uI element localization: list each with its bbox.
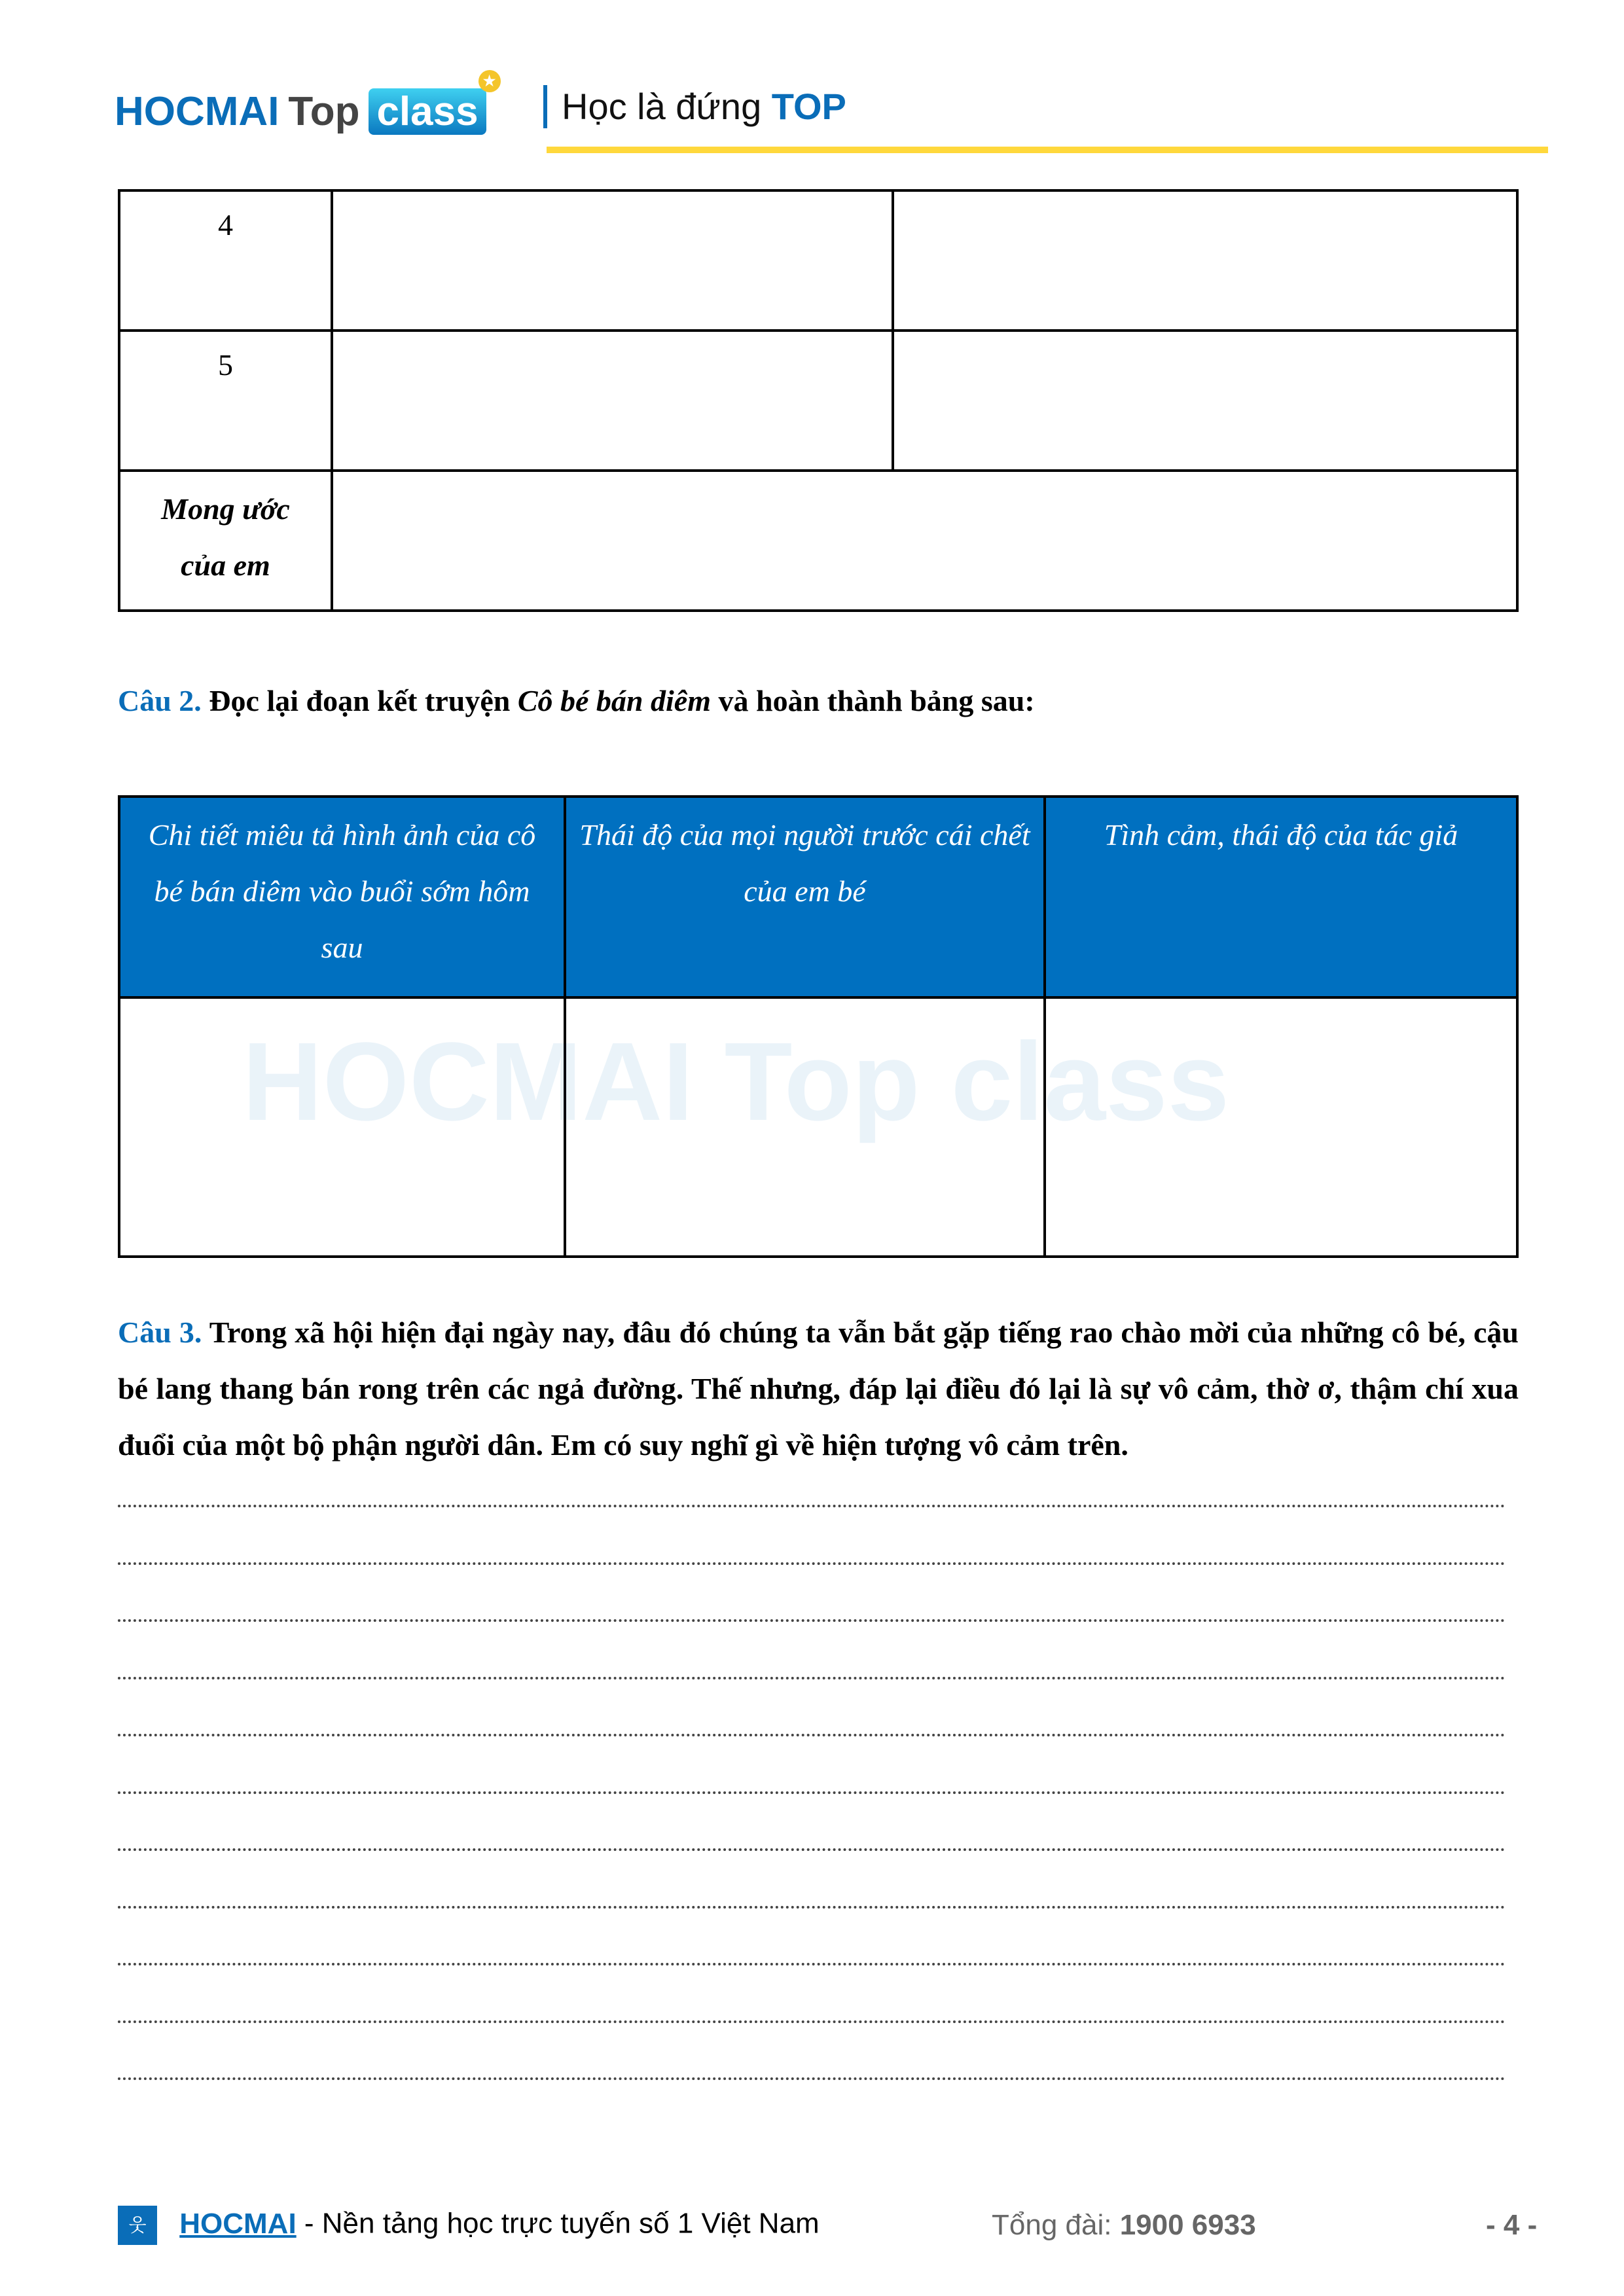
answer-line[interactable] [118, 1789, 1506, 1794]
table-row [119, 997, 1517, 1257]
answer-line[interactable] [118, 1674, 1506, 1679]
answer-line[interactable] [118, 1502, 1506, 1507]
logo-top: Top [288, 89, 360, 134]
answer-cell[interactable] [565, 997, 1045, 1257]
answer-cell[interactable] [119, 997, 565, 1257]
answer-line[interactable] [118, 1903, 1506, 1909]
answer-cell[interactable] [1045, 997, 1517, 1257]
answer-line[interactable] [118, 1560, 1506, 1565]
question-text: Trong xã hội hiện đại ngày nay, đâu đó chúng ta vẫn bắt gặp tiếng rao chào mời của những cô bé, cậu bé lang thang bán rong trên các ngả đường. Thế nhưng, đáp lại điều đó lại là sự vô cảm, thờ ơ, thậm chí xua đuổi của một bộ phận người dân. Em có suy nghĩ gì về hiện tượng vô cảm trên. [118, 1316, 1519, 1462]
logo-hocmai: HOCMAI [115, 89, 280, 134]
answer-line[interactable] [118, 1731, 1506, 1736]
table-row [119, 471, 1517, 611]
footer-tagline: - Nền tảng học trực tuyến số 1 Việt Nam [296, 2207, 820, 2240]
question-text: và hoàn thành bảng sau: [710, 684, 1035, 717]
hocmai-link[interactable]: HOCMAI [179, 2207, 297, 2240]
hotline-label: Tổng đài: [992, 2209, 1120, 2241]
question-3 [118, 1304, 1519, 1473]
answer-line[interactable] [118, 1960, 1506, 1965]
watermark-logo: HOCMAI Top class [242, 1020, 1230, 1144]
table-row [119, 190, 1517, 331]
answer-cell[interactable] [332, 190, 893, 331]
question-text: Đọc lại đoạn kết truyện [201, 684, 518, 717]
row-number: 5 [119, 331, 332, 471]
table-row [119, 331, 1517, 471]
wish-label [119, 471, 332, 611]
slogan [543, 85, 846, 128]
answer-line[interactable] [118, 2075, 1506, 2080]
answer-line[interactable] [118, 1846, 1506, 1851]
footer-hotline [992, 2209, 1256, 2242]
answer-line[interactable] [118, 2018, 1506, 2023]
footer-left [118, 2206, 820, 2245]
answer-cell[interactable] [332, 331, 893, 471]
row-number: 4 [119, 190, 332, 331]
column-header: Tình cảm, thái độ của tác giả [1045, 797, 1517, 997]
wish-answer-cell[interactable] [332, 471, 1517, 611]
hotline-number: 1900 6933 [1119, 2209, 1256, 2241]
column-header: Chi tiết miêu tả hình ảnh của cô bé bán diêm vào buổi sớm hôm sau [119, 797, 565, 997]
hocmai-people-icon: 웃 [118, 2206, 157, 2245]
answer-table [118, 795, 1519, 1258]
wish-label-line2: của em [181, 548, 270, 582]
page-number: - 4 - [1486, 2209, 1538, 2241]
slogan-text: Học là đứng [562, 86, 762, 127]
wish-label-line1: Mong ước [161, 492, 290, 526]
question-number: Câu 2. [118, 684, 202, 717]
answer-cell[interactable] [893, 190, 1517, 331]
hocmai-topclass-logo [115, 73, 496, 135]
table-continued [118, 189, 1519, 612]
table-header-row [119, 797, 1517, 997]
answer-cell[interactable] [893, 331, 1517, 471]
answer-line[interactable] [118, 1617, 1506, 1622]
logo-class [369, 73, 496, 135]
story-title: Cô bé bán diêm [517, 684, 711, 717]
question-2 [118, 673, 1035, 729]
column-header: Thái độ của mọi người trước cái chết của em bé [565, 797, 1045, 997]
question-number: Câu 3. [118, 1316, 202, 1349]
star-badge-icon: ★ [478, 70, 501, 92]
header-divider [547, 147, 1548, 153]
slogan-strong: TOP [771, 86, 846, 127]
logo-class-text: class [376, 89, 478, 134]
